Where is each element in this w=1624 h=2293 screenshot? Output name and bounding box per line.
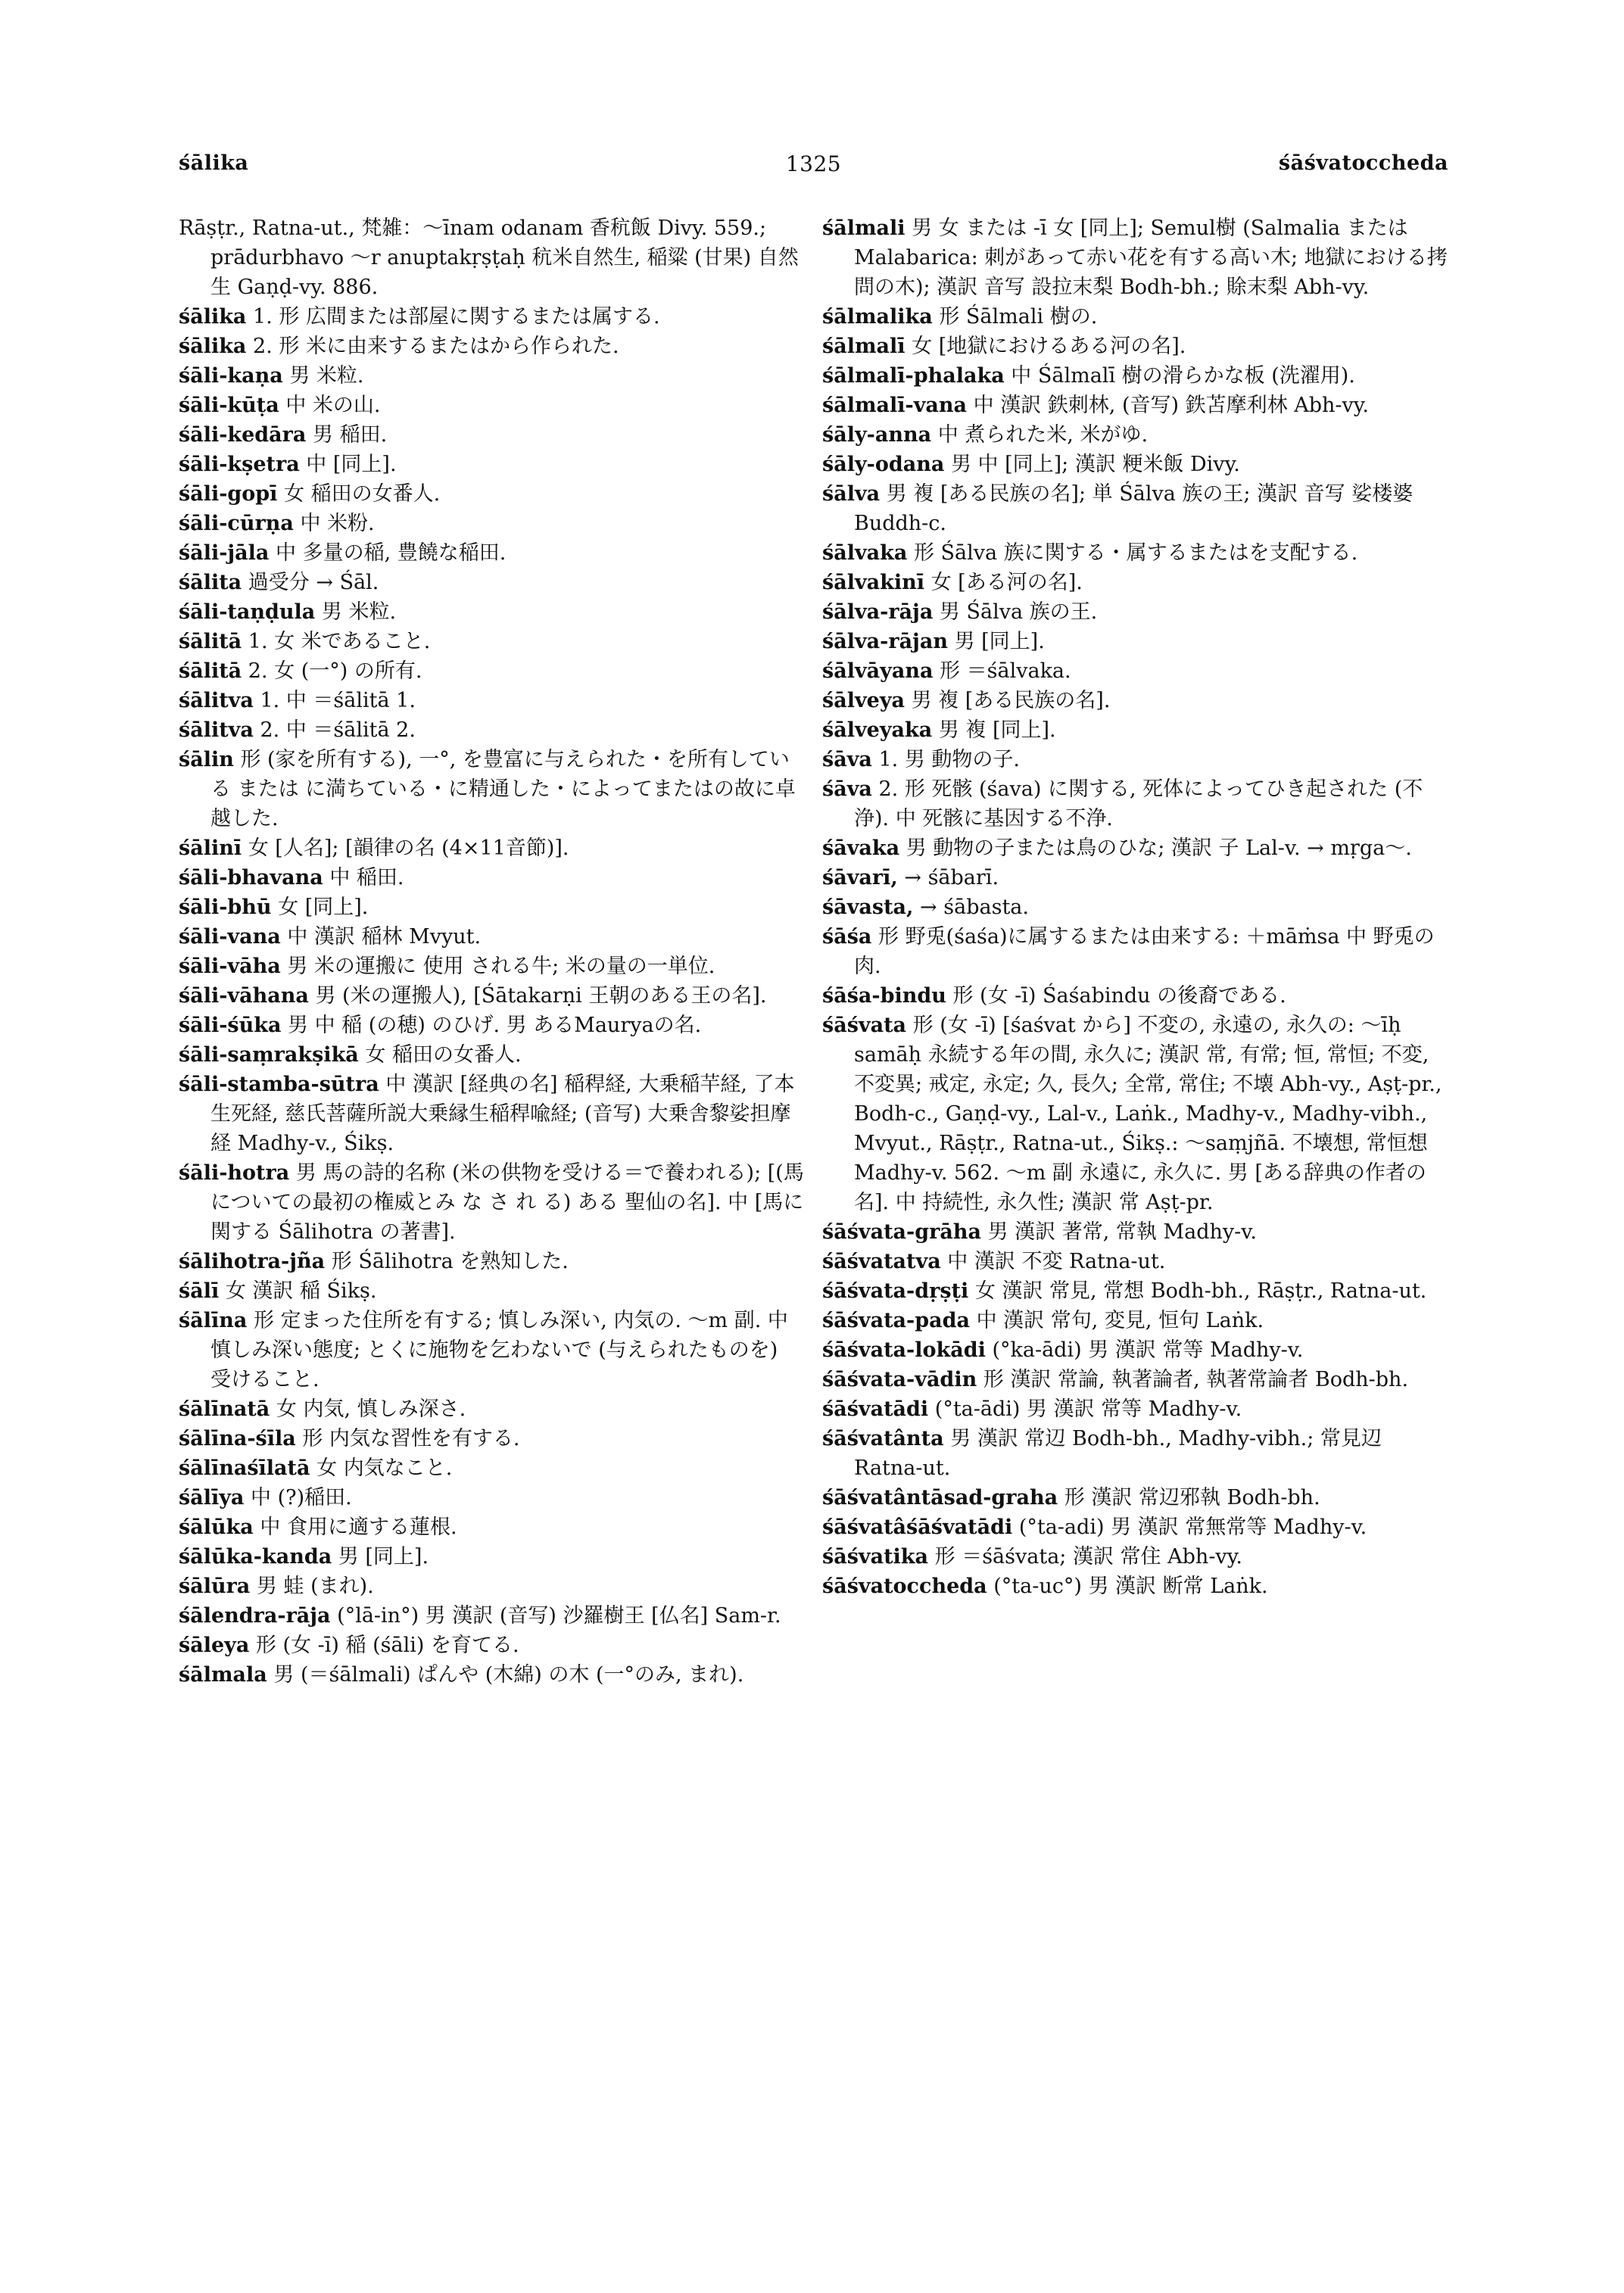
entry-headword: śāli-gopī [179, 482, 278, 506]
dictionary-entry [179, 1040, 804, 1070]
entry-definition: 形 定まった住所を有する; 慎しみ深い, 内気の. ～m 副. 中 慎しみ深い態度; とくに施物を乞わないで (与えられたものを) 受けること. [210, 1309, 788, 1391]
entry-definition: 男 稲田. [313, 423, 388, 447]
entry-headword: śālvakinī [822, 571, 924, 594]
entry-definition: (°ta-adi) 男 漢訳 常無常等 Madhy-v. [1018, 1516, 1367, 1539]
entry-headword: śālika [179, 335, 247, 358]
dictionary-entry [822, 391, 1448, 420]
dictionary-entry [822, 774, 1448, 833]
entry-definition: 男 漢訳 常辺 Bodh-bh., Madhy-vibh.; 常見辺 Ratna-ut. [854, 1427, 1382, 1480]
entry-headword: śālitā [179, 630, 242, 653]
entry-definition: 2. 女 (一°) の所有. [248, 659, 422, 683]
entry-headword: śāli-stamba-sūtra [179, 1073, 379, 1096]
right-column [822, 213, 1448, 1601]
entry-headword: śāli-cūrṇa [179, 512, 294, 535]
entry-definition: (°ta-uc°) 男 漢訳 断常 Laṅk. [993, 1575, 1268, 1598]
dictionary-entry [179, 627, 804, 656]
entry-headword: śāli-hotra [179, 1161, 290, 1185]
dictionary-entry [822, 213, 1448, 302]
entry-definition: 男 蛙 (まれ). [256, 1575, 374, 1598]
entry-definition: 男 米粒. [289, 364, 364, 388]
dictionary-entry [179, 1631, 804, 1660]
dictionary-entry [179, 450, 804, 479]
dictionary-entry [179, 656, 804, 686]
entry-headword: śālmala [179, 1663, 267, 1687]
entry-headword: śāvasta, [822, 896, 914, 919]
entry-headword: śālihotra-jña [179, 1250, 326, 1273]
entry-headword: śāli-taṇḍula [179, 600, 316, 624]
dictionary-entry [822, 1247, 1448, 1276]
entry-headword: śālīna-śīla [179, 1427, 296, 1450]
entry-definition: Rāṣṭr., Ratna-ut., 梵雑：～īnam odanam 香秔飯 Divy. 559.; prādurbhavo ～r anuptakṛṣṭaḥ 秔米自然生, 稲粱 (甘果) 自然生 Gaṇḍ-vy. 886. [179, 217, 799, 299]
entry-definition: 形 漢訳 常辺邪執 Bodh-bh. [1064, 1486, 1320, 1509]
dictionary-entry [822, 1306, 1448, 1335]
entry-definition: 形 Śālva 族に関する・属するまたはを支配する. [913, 541, 1358, 565]
dictionary-entry [822, 833, 1448, 863]
entry-headword: śālitva [179, 689, 254, 712]
entry-definition: 形 Śālmali 樹の. [939, 305, 1098, 329]
entry-headword: śāvarī, [822, 866, 898, 889]
dictionary-entry [179, 833, 804, 863]
entry-definition: 男 [同上]. [954, 630, 1045, 653]
dictionary-entry [179, 1247, 804, 1276]
entry-headword: śāli-kūṭa [179, 394, 279, 417]
entry-definition: 中 漢訳 稲林 Mvyut. [287, 925, 482, 949]
entry-definition: 1. 中 ＝śālitā 1. [260, 689, 416, 712]
dictionary-entry [179, 597, 804, 627]
entry-definition: 形 (家を所有する), 一°, を豊富に与えられた・を所有している または に満ちている・に精通した・によってまたはの故に卓越した. [210, 748, 796, 830]
entry-definition: 中 [同上]. [306, 453, 397, 476]
dictionary-entry [822, 1011, 1448, 1217]
entry-headword: śāva [822, 777, 872, 801]
entry-definition: 女 [ある河の名]. [930, 571, 1083, 594]
dictionary-entry [179, 863, 804, 893]
entry-definition: 形 内気な習性を有する. [302, 1427, 520, 1450]
dictionary-entry [179, 1394, 804, 1424]
dictionary-entry [179, 538, 804, 568]
entry-headword: śālīna [179, 1309, 248, 1332]
dictionary-entry [179, 1572, 804, 1601]
entry-definition: 女 内気, 慎しみ深さ. [276, 1397, 466, 1421]
entry-definition: 形 ＝śāśvata; 漢訳 常住 Abh-vy. [934, 1545, 1242, 1569]
dictionary-entry [179, 1513, 804, 1542]
entry-headword: śāśvata-pada [822, 1309, 970, 1332]
entry-definition: 男 米粒. [321, 600, 397, 624]
dictionary-entry [822, 1365, 1448, 1394]
left-column [179, 213, 804, 1690]
entry-headword: śālitva [179, 718, 254, 742]
entry-headword: śāli-bhavana [179, 866, 323, 889]
entry-definition: → śābasta. [920, 896, 1029, 919]
entry-headword: śāly-odana [822, 453, 945, 476]
entry-headword: śāli-vāhana [179, 984, 309, 1008]
entry-headword: śālendra-rāja [179, 1604, 331, 1628]
entry-definition: 中 漢訳 常句, 変見, 恒句 Laṅk. [976, 1309, 1264, 1332]
dictionary-entry [179, 981, 804, 1011]
entry-definition: 1. 男 動物の子. [878, 748, 1020, 771]
entry-definition: 形 野兎(śaśa)に属するまたは由来する: ＋māṁsa 中 野兎の肉. [854, 925, 1435, 978]
entry-headword: śālitā [179, 659, 242, 683]
entry-headword: śālūka [179, 1516, 254, 1539]
dictionary-entry [179, 893, 804, 922]
dictionary-entry [822, 1483, 1448, 1513]
entry-headword: śālīnaśīlatā [179, 1456, 310, 1480]
dictionary-entry [179, 1601, 804, 1631]
entry-definition: (°ka-ādi) 男 漢訳 常等 Madhy-v. [992, 1338, 1304, 1362]
entry-headword: śālita [179, 571, 242, 594]
dictionary-entry [822, 568, 1448, 597]
entry-definition: 女 漢訳 常見, 常想 Bodh-bh., Rāṣṭr., Ratna-ut. [974, 1279, 1427, 1303]
entry-definition: (°lā-in°) 男 漢訳 (音写) 沙羅樹王 [仏名] Sam-r. [337, 1604, 781, 1628]
entry-definition: 1. 形 広間または部屋に関するまたは属する. [253, 305, 660, 329]
entry-definition: (°ta-ādi) 男 漢訳 常等 Madhy-v. [934, 1397, 1242, 1421]
entry-headword: śāśvata-dṛṣṭi [822, 1279, 969, 1303]
dictionary-entry [822, 715, 1448, 745]
entry-definition: 形 (女 -ī) 稲 (śāli) を育てる. [255, 1634, 519, 1657]
entry-definition: 中 食用に適する蓮根. [260, 1516, 457, 1539]
dictionary-entry [179, 479, 804, 509]
dictionary-entry [179, 302, 804, 332]
dictionary-entry [822, 1424, 1448, 1483]
dictionary-entry [179, 361, 804, 391]
entry-definition: 中 漢訳 [経典の名] 稲稈経, 大乗稲芉経, 了本生死経, 慈氏菩薩所説大乗縁生稲稈喩経; (音写) 大乗舎黎娑担摩経 Madhy-v., Śikṣ. [210, 1073, 795, 1155]
dictionary-entry [179, 1011, 804, 1040]
entry-definition: 過受分 → Śāl. [248, 571, 379, 594]
dictionary-entry [179, 509, 804, 538]
page-number: 1325 [785, 151, 842, 176]
dictionary-entry [822, 1572, 1448, 1601]
entry-headword: śālīnatā [179, 1397, 270, 1421]
entry-definition: 男 Śālva 族の王. [939, 600, 1098, 624]
entry-definition: → śābarī. [904, 866, 999, 889]
dictionary-entry [179, 1306, 804, 1394]
dictionary-entry [822, 627, 1448, 656]
entry-headword: śāleya [179, 1634, 250, 1657]
entry-definition: 男 [同上]. [338, 1545, 429, 1569]
entry-definition: 形 ＝śālvaka. [940, 659, 1071, 683]
entry-definition: 女 漢訳 稲 Śikṣ. [225, 1279, 377, 1303]
entry-headword: śāśvata-grāha [822, 1220, 981, 1244]
entry-definition: 男 馬の詩的名称 (米の供物を受ける＝で養われる); [(馬についての最初の権威とみ な さ れ る) ある 聖仙の名]. 中 [馬に関する Śālihotra の著書]. [210, 1161, 804, 1244]
entry-headword: śāli-śūka [179, 1014, 282, 1037]
entry-definition: 男 漢訳 著常, 常執 Madhy-v. [987, 1220, 1257, 1244]
entry-headword: śāli-vāha [179, 955, 281, 978]
entry-headword: śāly-anna [822, 423, 932, 447]
entry-headword: śāśvatâśāśvatādi [822, 1516, 1013, 1539]
dictionary-entry [822, 893, 1448, 922]
entry-definition: 男 女 または -ī 女 [同上]; Semul樹 (Salmalia または Malabarica: 刺があって赤い花を有する高い木; 地獄における拷問の木); 漢訳 音写 設拉末梨 Bodh-bh.; 賖末梨 Abh-vy. [854, 217, 1448, 299]
entry-headword: śāśvatatva [822, 1250, 941, 1273]
entry-definition: 形 (女 -ī) [śaśvat から] 不変の, 永遠の, 永久の: ～īḥ samāḥ 永続する年の間, 永久に; 漢訳 常, 有常; 恒, 常恒; 不変, 不変異; 戒定, 永定; 久, 長久; 全常, 常住; 不壊 Abh-vy., Aṣṭ-pr., Bodh-c., Gaṇḍ-vy., Lal-v., Laṅk., Madhy-v., Madhy-vibh., Mvyut., Rāṣṭr., Ratna-ut., Śikṣ.: ～saṃjñā. 不壊想, 常恒想 Madhy-v. 562. ～m 副 永遠に, 永久に. 男 [ある辞典の作者の名]. 中 持続性, 永久性; 漢訳 常 Aṣṭ-pr. [854, 1014, 1442, 1214]
dictionary-entry [179, 952, 804, 981]
entry-headword: śālva [822, 482, 881, 506]
dictionary-entry [179, 922, 804, 952]
entry-definition: 女 [同上]. [278, 896, 369, 919]
entry-headword: śāśvata [822, 1014, 907, 1037]
dictionary-entry [179, 332, 804, 361]
dictionary-entry [179, 1276, 804, 1306]
entry-definition: 女 [人名]; [韻律の名 (4×11音節)]. [248, 837, 569, 860]
entry-definition: 中 煮られた米, 米がゆ. [937, 423, 1149, 447]
entry-headword: śālveyaka [822, 718, 933, 742]
entry-definition: 男 米の運搬に 使用 される牛; 米の量の一単位. [287, 955, 715, 978]
entry-headword: śālmalī-phalaka [822, 364, 1005, 388]
entry-definition: 男 複 [ある民族の名]; 単 Śālva 族の王; 漢訳 音写 娑楼婆 Buddh-c. [854, 482, 1414, 535]
entry-headword: śālmalī-vana [822, 394, 968, 417]
header-right-guideword: śāśvatoccheda [1278, 151, 1448, 175]
dictionary-entry [822, 332, 1448, 361]
entry-headword: śāśvatādi [822, 1397, 929, 1421]
entry-headword: śālvaka [822, 541, 908, 565]
entry-headword: śāva [822, 748, 872, 771]
entry-definition: 中 漢訳 鉄刺林, (音写) 鉄苫摩利林 Abh-vy. [973, 394, 1370, 417]
entry-definition: 2. 形 米に由来するまたはから作られた. [253, 335, 619, 358]
entry-definition: 女 稲田の女番人. [365, 1043, 522, 1067]
entry-headword: śāli-bhū [179, 896, 272, 919]
dictionary-entry [179, 715, 804, 745]
entry-headword: śāli-saṃrakṣikā [179, 1043, 359, 1067]
entry-headword: śāśa [822, 925, 872, 949]
entry-definition: 中 (?)稲田. [251, 1486, 352, 1509]
entry-headword: śāli-jāla [179, 541, 270, 565]
entry-headword: śālin [179, 748, 234, 771]
entry-definition: 男 複 [ある民族の名]. [911, 689, 1111, 712]
entry-definition: 中 米粉. [300, 512, 375, 535]
entry-definition: 1. 女 米であること. [248, 630, 431, 653]
entry-headword: śāśvata-vādin [822, 1368, 977, 1391]
entry-headword: śālī [179, 1279, 220, 1303]
dictionary-entry [822, 1217, 1448, 1247]
entry-definition: 形 Śālihotra を熟知した. [331, 1250, 569, 1273]
dictionary-entry [822, 538, 1448, 568]
entry-headword: śāli-kaṇa [179, 364, 283, 388]
dictionary-entry [822, 1394, 1448, 1424]
dictionary-entry [822, 420, 1448, 450]
dictionary-entry [822, 479, 1448, 538]
entry-headword: śālmali [822, 217, 906, 240]
entry-definition: 中 Śālmalī 樹の滑らかな板 (洗濯用). [1011, 364, 1355, 388]
dictionary-entry [179, 1660, 804, 1690]
entry-headword: śāśvata-lokādi [822, 1338, 986, 1362]
page-header [179, 151, 1448, 185]
entry-definition: 2. 中 ＝śālitā 2. [260, 718, 416, 742]
entry-definition: 男 (米の運搬人), [Śātakarṇi 王朝のある王の名]. [315, 984, 767, 1008]
entry-headword: śāśvatântāsad-graha [822, 1486, 1058, 1509]
entry-definition: 男 (＝śālmali) ぱんや (木綿) の木 (一°のみ, まれ). [273, 1663, 744, 1687]
entry-definition: 女 [地獄におけるある河の名]. [912, 335, 1186, 358]
dictionary-entry [179, 420, 804, 450]
entry-headword: śālīya [179, 1486, 245, 1509]
entry-definition: 女 稲田の女番人. [284, 482, 441, 506]
entry-definition: 中 漢訳 不変 Ratna-ut. [947, 1250, 1166, 1273]
entry-headword: śālva-rāja [822, 600, 934, 624]
dictionary-entry [822, 597, 1448, 627]
entry-headword: śāśa-bindu [822, 984, 946, 1008]
dictionary-entry [822, 1542, 1448, 1572]
entry-headword: śālmalika [822, 305, 933, 329]
dictionary-entry [179, 1158, 804, 1247]
header-left-guideword: śālika [179, 151, 249, 175]
dictionary-entry [822, 361, 1448, 391]
entry-headword: śālmalī [822, 335, 906, 358]
dictionary-entry [822, 450, 1448, 479]
dictionary-entry [179, 1453, 804, 1483]
dictionary-entry [822, 1276, 1448, 1306]
dictionary-entry [179, 1424, 804, 1453]
entry-headword: śālinī [179, 837, 242, 860]
dictionary-entry [822, 1513, 1448, 1542]
dictionary-entry [822, 922, 1448, 981]
entry-headword: śāśvatika [822, 1545, 929, 1569]
entry-definition: 中 多量の稲, 豊饒な稲田. [276, 541, 507, 565]
entry-definition: 男 中 稲 (の穂) のひげ. 男 あるMauryaの名. [288, 1014, 702, 1037]
dictionary-entry [179, 568, 804, 597]
entry-definition: 中 米の山. [285, 394, 381, 417]
entry-headword: śālika [179, 305, 247, 329]
entry-headword: śālveya [822, 689, 906, 712]
dictionary-entry [179, 1483, 804, 1513]
dictionary-entry [179, 391, 804, 420]
dictionary-entry [822, 302, 1448, 332]
entry-headword: śāśvatoccheda [822, 1575, 987, 1598]
entry-headword: śāvaka [822, 837, 900, 860]
dictionary-entry [179, 1070, 804, 1158]
dictionary-entry [179, 1542, 804, 1572]
entry-definition: 形 漢訳 常論, 執著論者, 執著常論者 Bodh-bh. [983, 1368, 1409, 1391]
entry-headword: śālva-rājan [822, 630, 948, 653]
dictionary-entry [822, 656, 1448, 686]
entry-definition: 形 (女 -ī) Śaśabindu の後裔である. [952, 984, 1286, 1008]
entry-definition: 中 稲田. [329, 866, 404, 889]
dictionary-entry [822, 1335, 1448, 1365]
dictionary-entry [179, 745, 804, 833]
entry-headword: śāśvatânta [822, 1427, 944, 1450]
entry-headword: śālvāyana [822, 659, 934, 683]
dictionary-entry [822, 981, 1448, 1011]
entry-headword: śāli-kedāra [179, 423, 307, 447]
dictionary-entry [822, 863, 1448, 893]
entry-definition: 2. 形 死骸 (śava) に関する, 死体によってひき起された (不浄). 中 死骸に基因する不浄. [854, 777, 1423, 830]
entry-definition: 男 動物の子または鳥のひな; 漢訳 子 Lal-v. → mṛga～. [906, 837, 1412, 860]
dictionary-entry [822, 686, 1448, 715]
entry-headword: śālūka-kanda [179, 1545, 332, 1569]
entry-headword: śālūra [179, 1575, 251, 1598]
dictionary-entry [822, 745, 1448, 774]
entry-definition: 男 中 [同上]; 漢訳 粳米飯 Divy. [950, 453, 1240, 476]
entry-headword: śāli-kṣetra [179, 453, 300, 476]
entry-definition: 女 内気なこと. [316, 1456, 453, 1480]
entry-headword: śāli-vana [179, 925, 281, 949]
dictionary-entry [179, 686, 804, 715]
entry-definition: 男 複 [同上]. [938, 718, 1056, 742]
dictionary-entry [179, 213, 804, 302]
